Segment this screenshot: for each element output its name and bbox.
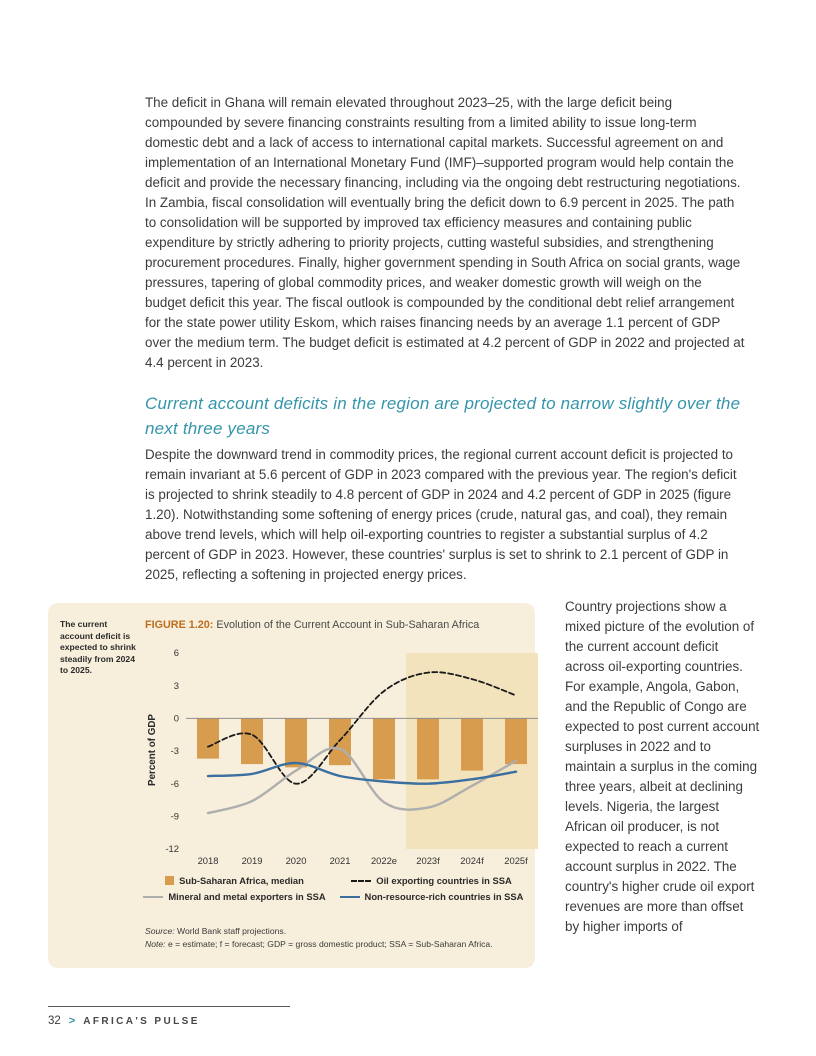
legend-label: Non-resource-rich countries in SSA [364,891,524,902]
note-text: e = estimate; f = forecast; GDP = gross domestic product; SSA = Sub-Saharan Africa. [167,939,493,949]
figure-sidebar-note: The current account deficit is expected to shrink steadily from 2024 to 2025. [60,619,136,675]
chart-legend [138,875,528,902]
note-label: Note: [145,939,166,949]
svg-text:6: 6 [173,647,179,659]
figure-label: FIGURE 1.20: [145,619,214,631]
y-axis-title: Percent of GDP [147,714,158,786]
figure-note [145,939,525,950]
svg-text:2018: 2018 [197,855,219,866]
blue-line-swatch-icon [340,896,360,898]
legend-item-non-resource-rich [335,891,528,902]
gray-line-swatch-icon [143,896,163,898]
right-column-text: Country projections show a mixed picture of the evolution of the current account deficit across oil-exporting countries. For example, Angola, Gabon, and the Republic of Congo are expected to post current account surpluses in 2022 and to maintain a surplus in the coming three years, albeit at declining levels. Nigeria, the largest African oil producer, is not expected to reach a current account surplus in 2022. The country's higher crude oil export revenues are more than offset by higher imports of [565,599,760,934]
paragraph-fiscal: The deficit in Ghana will remain elevated throughout 2023–25, with the large deficit being compounded by severe financing constraints resulting from a limited ability to issue long-term domestic debt and a lack of access to international capital markets. Successful agreement on and implementation of an International Monetary Fund (IMF)–supported program would help contain the deficit and provide the necessary financing, including via the ongoing debt restructuring negotiations. In Zambia, fiscal consolidation will eventually bring the deficit down to 6.9 percent in 2025. The path to consolidation will be supported by improved tax efficiency measures and containing public expenditure by strictly adhering to priority projects, cutting wasteful subsidies, and strengthening procurement procedures. Finally, higher government spending in South Africa on social grants, wage pressures, tapering of global commodity prices, and weaker domestic growth will weigh on the budget deficit this year. The fiscal outlook is compounded by the conditional debt relief arrangement for the state power utility Eskom, which raises financing needs by an average 1.1 percent of GDP over the medium term. The budget deficit is estimated at 4.2 percent of GDP in 2022 and projected at 4.4 percent in 2023. [145,95,745,370]
svg-text:2020: 2020 [285,855,307,866]
source-label: Source: [145,926,175,936]
chart-canvas [150,643,546,875]
svg-text:3: 3 [173,679,179,691]
section-heading: Current account deficits in the region are projected to narrow slightly over the next three years [145,394,741,438]
chart [136,643,540,879]
footer-rule [48,1006,290,1007]
legend-item-ssa-median [138,875,331,886]
svg-text:0: 0 [173,712,179,724]
svg-text:2025f: 2025f [504,855,528,866]
figure-source [145,926,525,937]
bar-swatch-icon [165,876,174,885]
figure-title [145,619,525,632]
figure-title-text: Evolution of the Current Account in Sub-Saharan Africa [216,619,480,631]
paragraph-current-account: Despite the downward trend in commodity prices, the regional current account deficit is projected to remain invariant at 5.6 percent of GDP in 2023 compared with the previous year. The region's deficit is projected to shrink steadily to 4.8 percent of GDP in 2024 and 4.2 percent of GDP in 2025 (figure 1.20). Notwithstanding some softening of energy prices (crude, natural gas, and coal), they remain above trend levels, which will help oil-exporting countries to register a substantial surplus of 4.2 percent of GDP in 2023. However, these countries' surplus is set to shrink to 2.1 percent of GDP in 2025, reflecting a softening in projected energy prices. [145,447,737,582]
dashed-line-swatch-icon [351,880,371,882]
svg-text:-6: -6 [170,777,179,789]
footer-row [48,1015,308,1027]
svg-text:-12: -12 [165,843,179,855]
svg-text:2019: 2019 [241,855,263,866]
svg-text:2022e: 2022e [370,855,398,866]
legend-label: Sub-Saharan Africa, median [179,875,304,886]
svg-text:2021: 2021 [329,855,351,866]
figure-1-20-box [48,603,535,968]
footer-chevron-icon: > [68,1015,76,1027]
legend-item-oil-exporters [335,875,528,886]
svg-text:2024f: 2024f [460,855,484,866]
legend-label: Mineral and metal exporters in SSA [168,891,326,902]
legend-label: Oil exporting countries in SSA [376,875,512,886]
svg-text:2023f: 2023f [416,855,440,866]
source-text: World Bank staff projections. [177,926,287,936]
report-title: AFRICA'S PULSE [83,1016,200,1027]
legend-item-mineral-exporters [138,891,331,902]
page-number: 32 [48,1015,61,1027]
svg-text:-9: -9 [170,810,179,822]
page-footer [48,1006,308,1027]
svg-text:-3: -3 [170,745,179,757]
